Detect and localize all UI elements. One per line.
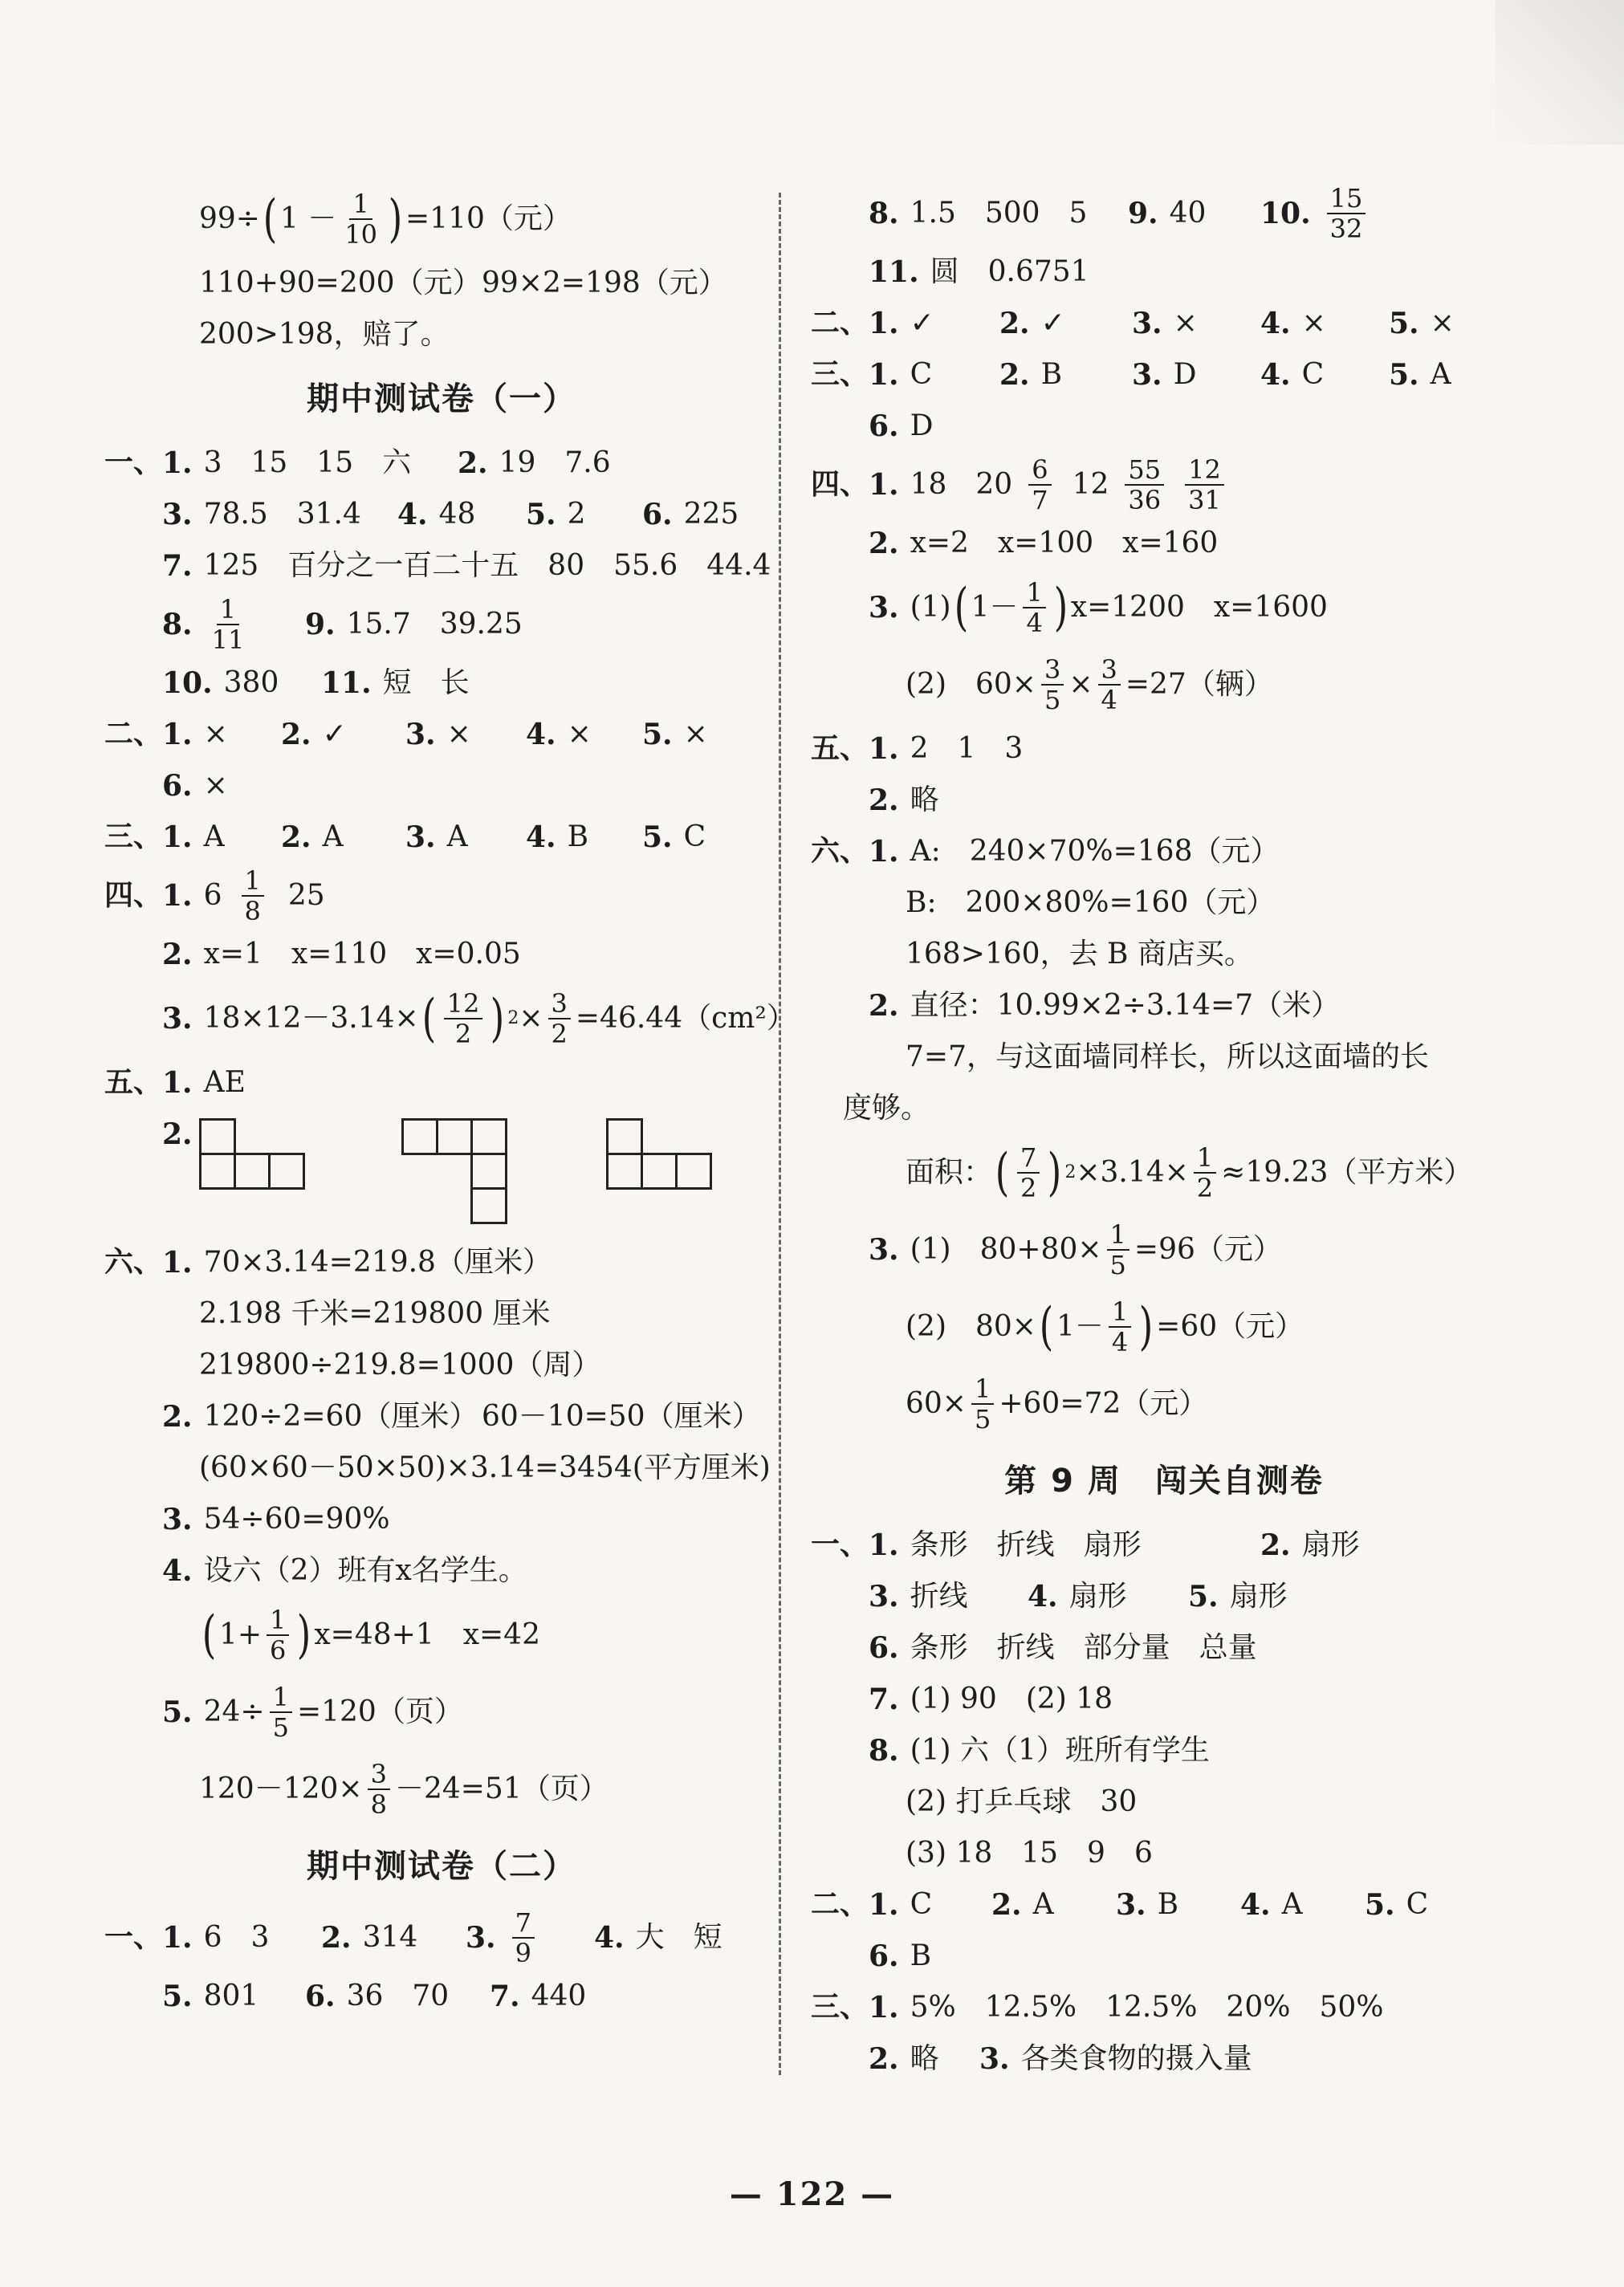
answer-line: 2. 120÷2=60（厘米） 60－10=50（厘米）	[162, 1400, 761, 1434]
answer-line: 5. 24÷ $\frac{1}{5}$ =120（页）	[162, 1682, 463, 1743]
answer-line: 六、 1. A: 240×70%=168（元）	[811, 835, 1280, 869]
answer-line: 110+90=200（元） 99×2=198（元）	[199, 267, 727, 299]
answer-line: 2. 直径：10.99×2÷3.14=7（米）	[869, 989, 1341, 1023]
answer-line: (2) 80× ( 1－ $\frac{1}{4}$ ) =60（元）	[906, 1296, 1304, 1357]
fraction: $\frac{3}{2}$	[548, 989, 571, 1048]
answer-line: 4. 设六（2）班有x名学生。	[162, 1554, 527, 1588]
answer-line: 三、 1. 5% 12.5% 12.5% 20% 50%	[811, 1991, 1384, 2025]
answer-line: 五、 1. AE	[104, 1066, 246, 1100]
answer-line: 五、 1. 2 1 3	[811, 732, 1024, 766]
page-number: — 122 —	[729, 2175, 895, 2213]
fraction: $\frac{1}{5}$	[971, 1374, 994, 1434]
answer-line: 2.198 千米=219800 厘米	[199, 1297, 551, 1330]
fraction: $\frac{3}{5}$	[1041, 655, 1064, 714]
answer-line: 一、 1. 条形 折线 扇形 2. 扇形	[811, 1528, 1360, 1562]
left-column	[104, 181, 796, 2022]
fraction: $\frac{1}{4}$	[1109, 1297, 1131, 1357]
answer-line: 3. 折线 4. 扇形 5. 扇形	[869, 1580, 1288, 1614]
fraction: $\frac{1}{2}$	[1194, 1143, 1216, 1203]
fraction: $\frac{12}{2}$	[444, 989, 483, 1048]
answer-line: 99÷ ( 1 － $\frac{1}{10}$ ) =110（元）	[199, 189, 572, 250]
section-title: 第 9 周 闯关自测卷	[1004, 1463, 1324, 1500]
answer-line: 8. 1.5 500 5 9. 40 10. $\frac{15}{32}$	[811, 181, 1517, 246]
section-title: 期中测试卷（二）	[307, 1848, 576, 1885]
column-divider	[779, 193, 781, 2075]
answer-line: 二、 1. ✓ 2. ✓ 3. × 4. × 5. ×	[811, 307, 1455, 340]
answer-line: 6. B	[869, 1939, 932, 1973]
fraction: $\frac{1}{8}$	[242, 866, 264, 926]
answer-line: 6. D	[869, 409, 934, 443]
answer-line: 面积： ( $\frac{7}{2}$ ) 2 ×3.14× $\frac{1}{2}$ ≈19.23（平方米）	[906, 1142, 1473, 1203]
fraction: $\frac{12}{31}$	[1185, 455, 1224, 515]
answer-line: 二、 1. × 2. ✓ 3. × 4. × 5. ×	[104, 718, 708, 751]
answer-line: 11. 圆 0.6751	[869, 255, 1089, 289]
fraction: $\frac{1}{4}$	[1023, 578, 1045, 637]
answer-line: 7=7，与这面墙同样长，所以这面墙的长	[906, 1040, 1429, 1073]
fraction: $\frac{1}{6}$	[267, 1605, 289, 1665]
answer-line: 8. (1) 六（1）班所有学生	[869, 1734, 1210, 1768]
answer-line: 10. 380 11. 短 长	[162, 666, 470, 700]
fraction: $\frac{1}{5}$	[270, 1683, 292, 1742]
answer-line: 四、 1. 18 20 $\frac{6}{7}$ 12 $\frac{55}{36}$ $\frac{12}{31}$	[811, 452, 1517, 518]
answer-line: (60×60－50×50)×3.14=3454(平方厘米)	[199, 1451, 771, 1484]
answer-line: 3. 78.5 31.4 4. 48 5. 2 6. 225	[162, 498, 739, 531]
answer-line: 219800÷219.8=1000（周）	[199, 1349, 601, 1382]
answer-line: 三、 1. C 2. B 3. D 4. C 5. A	[811, 358, 1451, 392]
answer-line: 60× $\frac{1}{5}$ +60=72（元）	[906, 1373, 1208, 1434]
answer-line: 200>198，赔了。	[199, 318, 450, 351]
answer-line: 2. x=1 x=110 x=0.05	[162, 938, 521, 971]
fraction: $\frac{7}{9}$	[512, 1908, 535, 1968]
answer-line: 三、 1. A 2. A 3. A 4. B 5. C	[104, 820, 706, 854]
answer-line: 5. 801 6. 36 70 7. 440	[162, 1980, 587, 2013]
answer-line: 3. 18×12－3.14× ( $\frac{12}{2}$ ) 2 × $\frac{3}{2}$ =46.44（cm²）	[162, 988, 796, 1049]
section-title: 期中测试卷（一）	[307, 380, 576, 417]
answer-line: 一、 1. 6 3 2. 314 3. $\frac{7}{9}$ 4. 大 短	[104, 1907, 722, 1968]
answer-line: 2. 略 3. 各类食物的摄入量	[869, 2042, 1252, 2076]
answer-line: 四、 1. 6 $\frac{1}{8}$ 25	[104, 865, 325, 926]
answer-line: 一、 1. 3 15 15 六 2. 19 7.6	[104, 446, 611, 480]
answer-line: 3. 54÷60=90%	[162, 1503, 390, 1536]
fraction: $\frac{1}{10}$	[344, 189, 378, 250]
answer-line: B: 200×80%=160（元）	[906, 886, 1276, 919]
answer-line: 6. ×	[162, 769, 228, 803]
answer-line: (2) 60× $\frac{3}{5}$ × $\frac{3}{4}$ =27（辆）	[906, 654, 1273, 715]
answer-line: (3) 18 15 9 6	[906, 1837, 1153, 1870]
fraction: $\frac{1}{11}$	[211, 594, 245, 655]
answer-line: 2. 略	[869, 783, 939, 817]
scan-shadow	[1496, 0, 1624, 144]
answer-line: 6. 条形 折线 部分量 总量	[869, 1631, 1257, 1665]
answer-line: 7. (1) 90 (2) 18	[869, 1683, 1113, 1716]
answer-line: ( 1+ $\frac{1}{6}$ ) x=48+1 x=42	[201, 1605, 540, 1666]
answer-line: 度够。	[843, 1092, 930, 1125]
fraction: $\frac{7}{2}$	[1017, 1143, 1040, 1203]
answer-line: 六、 1. 70×3.14=219.8（厘米）	[104, 1246, 552, 1280]
answer-line: 3. (1) ( 1－ $\frac{1}{4}$ ) x=1200 x=1600	[869, 577, 1328, 638]
fraction: $\frac{3}{8}$	[368, 1760, 390, 1819]
answer-line: 120－120× $\frac{3}{8}$ －24=51（页）	[199, 1759, 608, 1820]
fraction: $\frac{6}{7}$	[1028, 455, 1051, 515]
answer-line: 2. x=2 x=100 x=160	[869, 527, 1219, 560]
answer-line: (2) 打乒乓球 30	[906, 1785, 1138, 1818]
right-column	[811, 181, 1517, 2085]
fraction: $\frac{1}{5}$	[1107, 1220, 1129, 1280]
fraction: $\frac{3}{4}$	[1098, 655, 1121, 714]
fraction: $\frac{55}{36}$	[1125, 455, 1164, 515]
answer-line: 8. $\frac{1}{11}$ 9. 15.7 39.25	[162, 594, 523, 655]
answer-line: 7. 125 百分之一百二十五 80 55.6 44.4	[162, 549, 771, 583]
answer-line: 3. (1) 80+80× $\frac{1}{5}$ =96（元）	[869, 1219, 1282, 1280]
answer-line: 168>160，去 B 商店买。	[906, 938, 1253, 971]
net-diagrams-line: 2.	[104, 1109, 779, 1237]
fraction: $\frac{15}{32}$	[1327, 184, 1366, 243]
answer-line: 二、 1. C 2. A 3. B 4. A 5. C	[811, 1888, 1429, 1922]
